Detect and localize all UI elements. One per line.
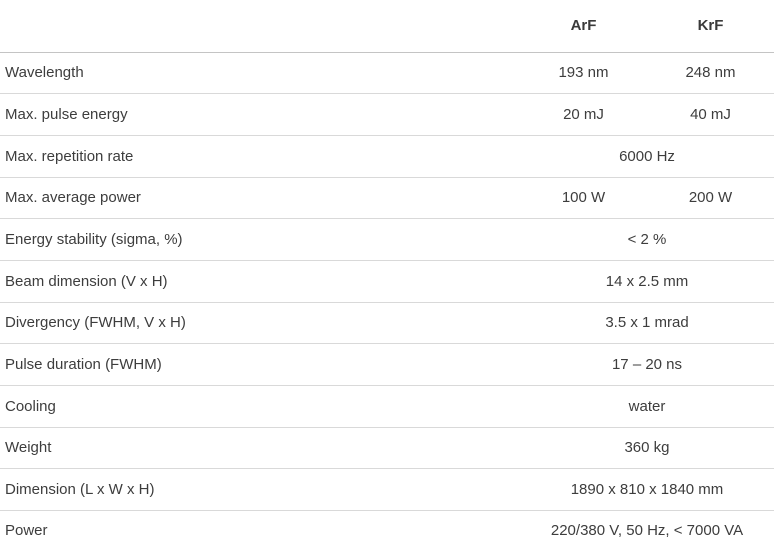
row-label: Cooling [5,397,56,415]
value-merged: 1890 x 810 x 1840 mm [570,481,724,499]
value-merged: < 2 % [627,231,667,249]
value-arf: 20 mJ [563,106,604,123]
value-merged: 360 kg [624,439,670,457]
header-spacer [0,0,520,52]
row-divergency [0,302,774,344]
row-label: Beam dimension (V x H) [5,272,168,290]
row-label: Wavelength [5,64,84,82]
value-arf: 100 W [561,189,606,207]
value-merged: 220/380 V, 50 Hz, < 7000 VA [550,522,744,540]
value-krf: 200 W [688,189,733,207]
row-label: Weight [5,439,52,457]
row-label: Pulse duration (FWHM) [5,356,162,374]
value-krf: 40 mJ [690,106,731,123]
row-energy-stability [0,219,774,261]
value-merged: water [628,397,666,415]
row-max-pulse-energy [0,94,774,136]
row-dimension [0,469,774,511]
value-merged: 6000 Hz [619,147,675,165]
value-merged: 17 – 20 ns [611,356,683,374]
row-wavelength [0,52,774,94]
row-label: Max. repetition rate [5,147,134,165]
row-label: Power [5,522,48,540]
row-max-average-power [0,177,774,219]
row-beam-dimension [0,260,774,302]
row-label: Max. average power [5,189,141,207]
value-merged: 14 x 2.5 mm [605,272,689,290]
value-merged: 3.5 x 1 mrad [605,314,689,332]
row-label: Divergency (FWHM, V x H) [5,314,186,332]
column-header-krf: KrF [697,17,724,35]
header-row [0,0,774,52]
row-power [0,510,774,551]
column-header-arf: ArF [570,17,597,35]
row-pulse-duration [0,344,774,386]
value-arf: 193 nm [558,64,609,82]
row-cooling [0,385,774,427]
row-max-repetition-rate [0,135,774,177]
value-krf: 248 nm [685,64,736,82]
row-weight [0,427,774,469]
row-label: Dimension (L x W x H) [5,481,155,499]
row-label: Max. pulse energy [5,106,128,123]
row-label: Energy stability (sigma, %) [5,231,183,249]
